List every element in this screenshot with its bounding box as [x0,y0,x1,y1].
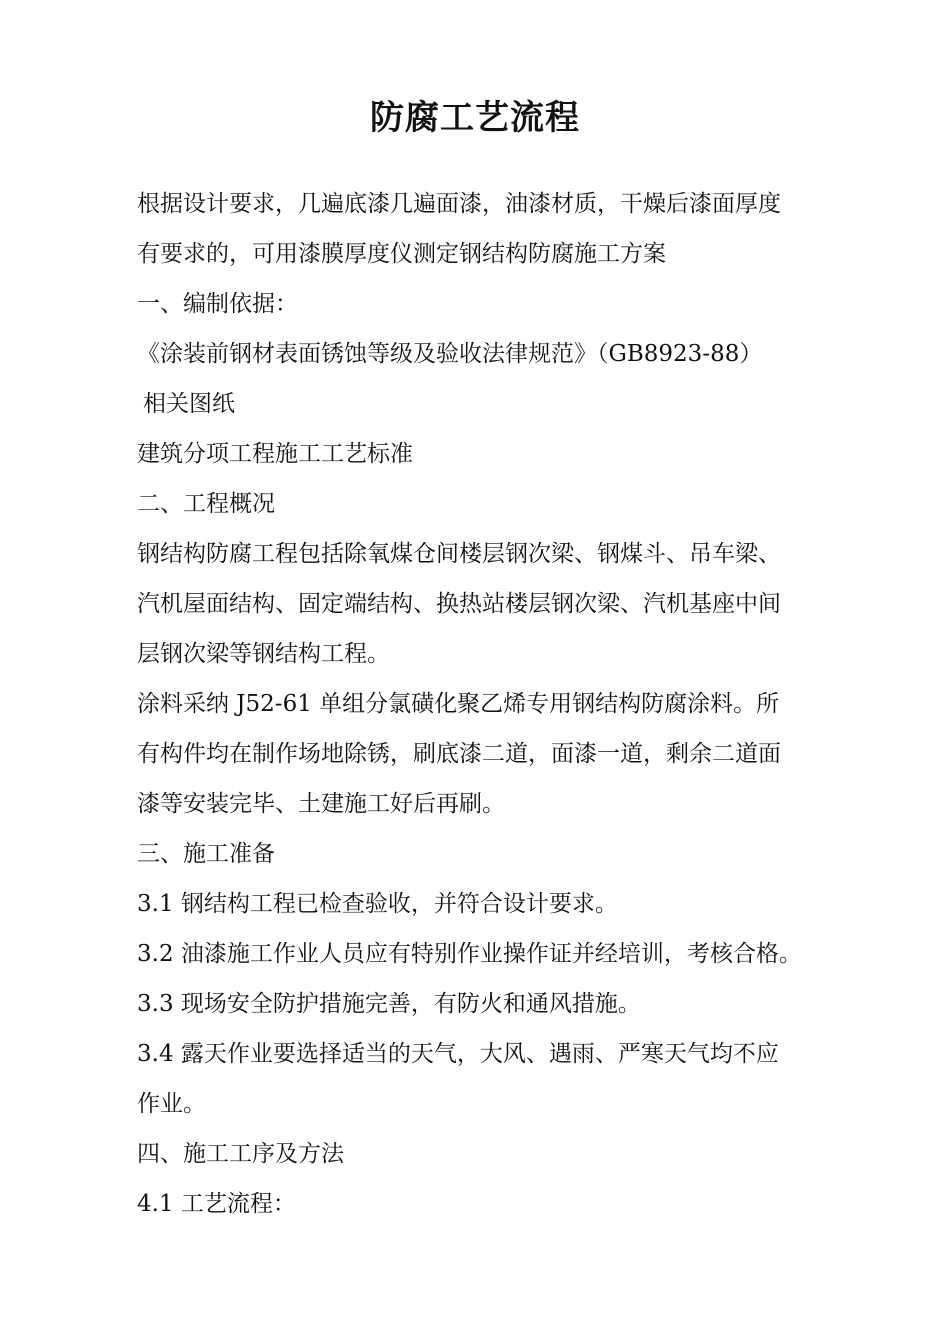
paragraph-line: 有要求的，可用漆膜厚度仪测定钢结构防腐施工方案 [137,241,666,267]
numbered-item: 3.2 油漆施工作业人员应有特别作业操作证并经培训，考核合格。 [137,941,802,967]
section-heading: 三、施工准备 [137,841,275,867]
reference-item: 相关图纸 [143,391,235,417]
section-heading: 二、工程概况 [137,491,275,517]
numbered-item: 3.3 现场安全防护措施完善，有防火和通风措施。 [137,991,641,1017]
reference-item: 建筑分项工程施工工艺标准 [137,441,413,467]
paragraph-line: 钢结构防腐工程包括除氧煤仓间楼层钢次梁、钢煤斗、吊车梁、 [137,541,781,567]
section-heading: 一、编制依据： [137,291,298,317]
numbered-item: 3.1 钢结构工程已检查验收，并符合设计要求。 [137,891,618,917]
reference-item: 《涂装前钢材表面锈蚀等级及验收法律规范》（GB8923-88） [137,341,763,367]
document-body [137,179,837,1229]
paragraph-line: 有构件均在制作场地除锈，刷底漆二道，面漆一道，剩余二道面 [137,741,781,767]
paragraph-line: 漆等安装完毕、土建施工好后再刷。 [137,791,505,817]
document-title: 防腐工艺流程 [370,98,580,138]
numbered-item: 4.1 工艺流程： [137,1191,296,1217]
paragraph-line: 汽机屋面结构、固定端结构、换热站楼层钢次梁、汽机基座中间 [137,591,781,617]
paragraph-line: 层钢次梁等钢结构工程。 [137,641,390,667]
paragraph-line: 涂料采纳 J52-61 单组分氯磺化聚乙烯专用钢结构防腐涂料。所 [137,691,780,717]
numbered-item-continuation: 作业。 [137,1091,206,1117]
paragraph-line: 根据设计要求，几遍底漆几遍面漆，油漆材质，干燥后漆面厚度 [137,191,781,217]
section-heading: 四、施工工序及方法 [137,1141,344,1167]
numbered-item: 3.4 露天作业要选择适当的天气，大风、遇雨、严寒天气均不应 [137,1041,779,1067]
